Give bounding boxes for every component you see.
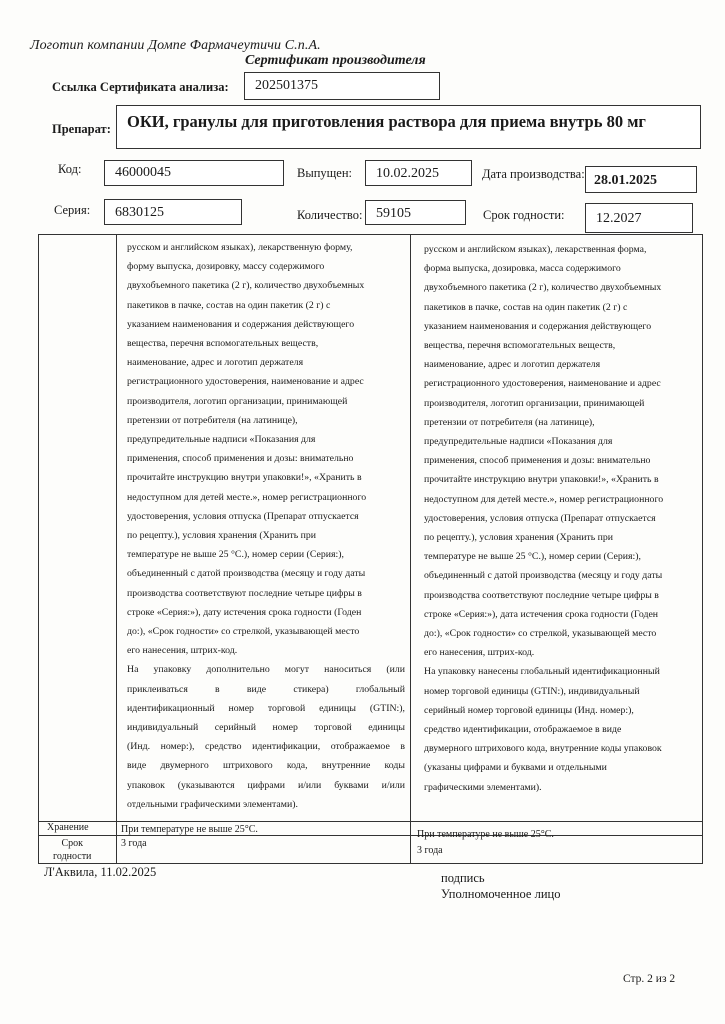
storage-label: Хранение — [47, 822, 89, 833]
table-text-line: наименование, адрес и логотип держателя — [424, 359, 601, 371]
table-text-line: форма выпуска, дозировка, масса содержимого — [424, 263, 621, 275]
quantity-label: Количество: — [297, 208, 363, 222]
table-text-line: виде двумерного штрихового кода, внутренние коды — [127, 760, 405, 772]
table-text-line: недоступном для детей месте.», номер регистрационного — [424, 493, 664, 505]
document-title: Сертификат производителя — [245, 53, 426, 68]
table-text-line: прочитайте инструкцию внутри упаковки!», «Хранить в — [127, 472, 362, 484]
analysis-ref-value: 202501375 — [255, 78, 318, 93]
table-text-line: На упаковку нанесены глобальный идентификационный — [424, 666, 660, 678]
shelf-life-value: 12.2027 — [596, 211, 642, 226]
table-text-line: предупредительные надписи «Показания для — [424, 436, 613, 448]
table-divider — [39, 821, 702, 822]
table-text-line: регистрационного удостоверения, наименование и адрес — [127, 376, 364, 388]
table-text-line: форму выпуска, дозировку, массу содержимого — [127, 261, 325, 273]
place-date: Л'Аквила, 11.02.2025 — [44, 865, 157, 879]
product-label: Препарат: — [52, 122, 111, 136]
table-text-line: объединенный с датой производства (месяцу и году даты — [424, 570, 663, 582]
production-date-field — [585, 166, 697, 193]
table-text-line: его нанесения, штрих-код. — [424, 647, 535, 659]
signature-label: подпись — [441, 871, 485, 885]
table-text-line: претензии от потребителя (на латинице), — [127, 414, 298, 426]
table-text-line: номер торговой единицы (GTIN:), индивидуальный — [424, 685, 640, 697]
table-text-line: отдельными графическими элементами). — [127, 798, 298, 810]
shelf-label-line: Срок — [61, 838, 83, 849]
production-date-label: Дата производства: — [482, 167, 585, 181]
production-date-value: 28.01.2025 — [594, 173, 657, 188]
table-text-line: температуре не выше 25 °С.), номер серии (Серия:), — [424, 551, 641, 563]
table-text-line: упаковок (указываются цифрами и/или буквами и/или — [127, 779, 405, 791]
series-value: 6830125 — [115, 205, 164, 220]
shelf-right-value: 3 года — [417, 845, 443, 856]
storage-right-value: При температуре не выше 25°С. — [417, 829, 554, 840]
table-text-line: пакетиков в пачке, состав на один пакетик (2 г) с — [424, 301, 628, 313]
table-text-line: На упаковку дополнительно могут наноситься (или — [127, 664, 405, 676]
table-divider — [116, 235, 117, 863]
table-text-line: до:), «Срок годности» со стрелкой, указывающей место — [424, 628, 657, 640]
series-field — [104, 199, 242, 225]
table-text-line: прочитайте инструкцию внутри упаковки!», «Хранить в — [424, 474, 659, 486]
table-text-line: (указаны цифрами и буквами и отдельными — [424, 762, 607, 774]
released-field — [365, 160, 472, 186]
table-text-line: применения, способ применения и дозы: внимательно — [424, 455, 651, 467]
table-text-line: пакетиков в пачке, состав на один пакетик (2 г) с — [127, 299, 331, 311]
table-text-line: двухобъемного пакетика (2 г), количество двухобъемных — [127, 280, 365, 292]
shelf-life-row-label — [53, 837, 91, 863]
table-text-line: русском и английском языках), лекарственную форму, — [127, 242, 353, 253]
code-field — [104, 160, 284, 186]
table-text-line: серийный номер торговой единицы (Инд. номер:), — [424, 704, 634, 716]
table-text-line: производителя, логотип организации, принимающей — [127, 395, 348, 407]
table-text-line: русском и английском языках), лекарственная форма, — [424, 244, 647, 255]
table-text-line: производителя, логотип организации, принимающей — [424, 397, 645, 409]
shelf-label-line: годности — [53, 851, 92, 862]
table-text-line: указанием наименования и содержания действующего — [127, 318, 355, 330]
table-text-line: двумерного штрихового кода, внутренние коды упаковок — [424, 743, 662, 755]
table-text-line: претензии от потребителя (на латинице), — [424, 416, 595, 428]
product-value: ОКИ, гранулы для приготовления раствора для приема внутрь 80 мг — [127, 112, 646, 131]
shelf-left-value: 3 года — [121, 838, 147, 849]
released-value: 10.02.2025 — [376, 166, 439, 181]
table-text-line: строке «Серия:»), дата истечения срока годности (Годен — [424, 608, 659, 620]
table-text-line: приклеиваться в виде стикера) глобальный — [127, 683, 405, 695]
specification-table — [38, 234, 703, 864]
authorized-person: Уполномоченное лицо — [441, 887, 561, 901]
analysis-ref-field — [244, 72, 440, 100]
quantity-field — [365, 200, 466, 225]
table-divider — [410, 235, 411, 863]
table-text-line: удостоверения, условия отпуска (Препарат отпускается — [127, 510, 359, 522]
table-text-line: его нанесения, штрих-код. — [127, 645, 238, 657]
table-text-line: применения, способ применения и дозы: внимательно — [127, 453, 354, 465]
table-divider — [39, 835, 702, 836]
table-text-line: индивидуальный серийный номер торговой единицы — [127, 722, 405, 734]
storage-left-value: При температуре не выше 25°С. — [121, 824, 258, 835]
table-text-line: вещества, перечня вспомогательных веществ, — [127, 338, 319, 350]
company-logo-text: Логотип компании Домпе Фармачеутичи С.п.А. — [30, 38, 321, 53]
table-text-line: (Инд. номер:), средство идентификации, отображаемое в — [127, 741, 405, 753]
table-text-line: предупредительные надписи «Показания для — [127, 434, 316, 446]
table-text-line: указанием наименования и содержания действующего — [424, 320, 652, 332]
table-text-line: двухобъемного пакетика (2 г), количество двухобъемных — [424, 282, 662, 294]
table-text-line: идентификационный номер торговой единицы (GTIN:), — [127, 702, 405, 714]
table-text-line: до:), «Срок годности» со стрелкой, указывающей место — [127, 626, 360, 638]
table-text-line: по рецепту.), условия хранения (Хранить при — [424, 532, 614, 544]
table-text-line: производства соответствуют последние четыре цифры в — [127, 587, 362, 599]
released-label: Выпущен: — [297, 166, 353, 180]
table-text-line: графическими элементами). — [424, 781, 542, 793]
table-text-line: удостоверения, условия отпуска (Препарат отпускается — [424, 512, 656, 524]
table-text-line: строке «Серия:»), дату истечения срока годности (Годен — [127, 606, 362, 618]
left-column-text — [127, 238, 405, 814]
shelf-life-label: Срок годности: — [483, 208, 565, 222]
table-text-line: объединенный с датой производства (месяцу и году даты — [127, 568, 366, 580]
series-label: Серия: — [54, 203, 91, 217]
right-column-text — [424, 240, 696, 797]
table-text-line: температуре не выше 25 °С.), номер серии (Серия:), — [127, 549, 344, 561]
table-text-line: производства соответствуют последние четыре цифры в — [424, 589, 659, 601]
analysis-ref-label: Ссылка Сертификата анализа: — [52, 80, 229, 94]
table-text-line: средство идентификации, отображаемое в виде — [424, 724, 622, 736]
code-label: Код: — [58, 162, 82, 176]
code-value: 46000045 — [115, 165, 171, 180]
table-text-line: по рецепту.), условия хранения (Хранить при — [127, 530, 317, 542]
page-number: Стр. 2 из 2 — [623, 973, 676, 985]
table-text-line: вещества, перечня вспомогательных веществ, — [424, 340, 616, 352]
table-text-line: наименование, адрес и логотип держателя — [127, 357, 304, 369]
table-text-line: регистрационного удостоверения, наименование и адрес — [424, 378, 661, 390]
shelf-life-field — [585, 203, 693, 233]
table-text-line: недоступном для детей месте.», номер регистрационного — [127, 491, 367, 503]
product-field — [116, 105, 701, 149]
quantity-value: 59105 — [376, 206, 411, 221]
